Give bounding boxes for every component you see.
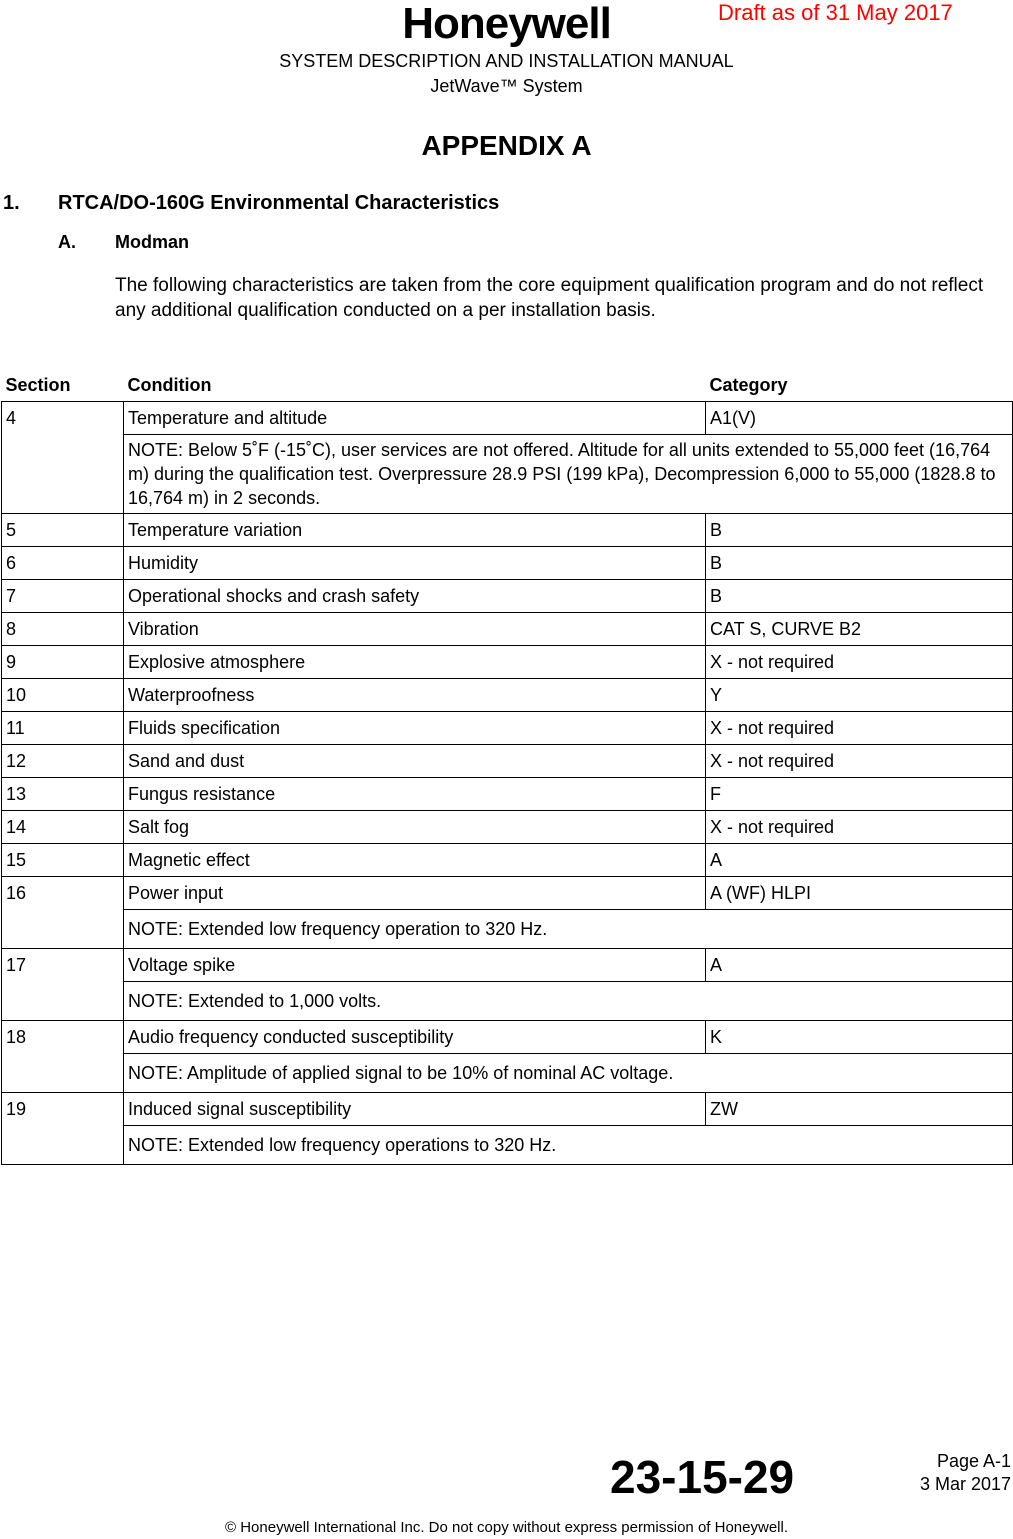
cell-category: CAT S, CURVE B2 <box>706 613 1013 646</box>
chapter-code: 23-15-29 <box>610 1451 795 1503</box>
cell-section: 8 <box>2 613 124 646</box>
manual-title: SYSTEM DESCRIPTION AND INSTALLATION MANUAL <box>279 51 734 71</box>
cell-section: 5 <box>2 514 124 547</box>
page-date: 3 Mar 2017 <box>919 1474 1011 1494</box>
cell-condition: Magnetic effect <box>124 844 706 877</box>
cell-section: 13 <box>2 778 124 811</box>
cell-condition: Fluids specification <box>124 712 706 745</box>
cell-section: 9 <box>2 646 124 679</box>
column-header-condition: Condition <box>124 369 706 402</box>
cell-category: X - not required <box>706 646 1013 679</box>
table-row <box>2 613 1013 646</box>
cell-condition: Temperature variation <box>124 514 706 547</box>
cell-section: 10 <box>2 679 124 712</box>
table-note-row <box>2 435 1013 514</box>
cell-category: A <box>706 949 1013 982</box>
cell-category: X - not required <box>706 712 1013 745</box>
table-row <box>2 1021 1013 1054</box>
cell-category: X - not required <box>706 745 1013 778</box>
copyright-notice: © Honeywell International Inc. Do not copy without express permission of Honeywell. <box>225 1519 788 1536</box>
cell-condition: Humidity <box>124 547 706 580</box>
page-number: Page A-1 <box>936 1451 1011 1471</box>
cell-category: Y <box>706 679 1013 712</box>
column-header-section: Section <box>2 369 124 402</box>
column-header-category: Category <box>706 369 1013 402</box>
appendix-title: APPENDIX A <box>421 130 592 161</box>
cell-section: 19 <box>2 1093 124 1165</box>
cell-note: NOTE: Extended to 1,000 volts. <box>124 982 1013 1021</box>
table-row <box>2 547 1013 580</box>
cell-condition: Voltage spike <box>124 949 706 982</box>
table-header-row <box>2 369 1013 402</box>
cell-category: A (WF) HLPI <box>706 877 1013 910</box>
cell-section: 6 <box>2 547 124 580</box>
cell-section: 17 <box>2 949 124 1021</box>
cell-note: NOTE: Below 5˚F (-15˚C), user services are not offered. Altitude for all units extended to 55,000 feet (16,764 m) during the qualification test. Overpressure 28.9 PSI (199 kPa), Decompression 6,000 to 55,000 (1828.8 to 16,764 m) in 2 seconds. <box>124 435 1013 514</box>
honeywell-logo: Honeywell <box>402 0 611 48</box>
table-row <box>2 402 1013 435</box>
cell-condition: Salt fog <box>124 811 706 844</box>
intro-paragraph: The following characteristics are taken from the core equipment qualification program and do not reflect any additional qualification conducted on a per installation basis. <box>115 275 984 321</box>
cell-condition: Temperature and altitude <box>124 402 706 435</box>
cell-category: X - not required <box>706 811 1013 844</box>
environmental-table <box>1 369 1013 1165</box>
cell-note: NOTE: Extended low frequency operation to 320 Hz. <box>124 910 1013 949</box>
cell-note: NOTE: Extended low frequency operations to 320 Hz. <box>124 1126 1013 1165</box>
cell-condition: Fungus resistance <box>124 778 706 811</box>
table-row <box>2 811 1013 844</box>
cell-category: B <box>706 547 1013 580</box>
table-row <box>2 580 1013 613</box>
cell-section: 15 <box>2 844 124 877</box>
cell-condition: Induced signal susceptibility <box>124 1093 706 1126</box>
table-row <box>2 514 1013 547</box>
section-number: 1. <box>3 192 20 214</box>
cell-note: NOTE: Amplitude of applied signal to be 10% of nominal AC voltage. <box>124 1054 1013 1093</box>
subsection-title: Modman <box>115 232 189 252</box>
cell-condition: Sand and dust <box>124 745 706 778</box>
table-note-row <box>2 1126 1013 1165</box>
cell-condition: Operational shocks and crash safety <box>124 580 706 613</box>
cell-condition: Power input <box>124 877 706 910</box>
cell-section: 18 <box>2 1021 124 1093</box>
table-body <box>2 402 1013 1165</box>
cell-condition: Audio frequency conducted susceptibility <box>124 1021 706 1054</box>
cell-category: K <box>706 1021 1013 1054</box>
draft-watermark: Draft as of 31 May 2017 <box>718 0 953 25</box>
table-note-row <box>2 982 1013 1021</box>
cell-condition: Explosive atmosphere <box>124 646 706 679</box>
cell-category: A <box>706 844 1013 877</box>
cell-section: 12 <box>2 745 124 778</box>
table-row <box>2 949 1013 982</box>
table-row <box>2 745 1013 778</box>
table-row <box>2 712 1013 745</box>
cell-section: 4 <box>2 402 124 514</box>
table-note-row <box>2 910 1013 949</box>
table-row <box>2 844 1013 877</box>
subsection-letter: A. <box>58 232 76 252</box>
section-title: RTCA/DO-160G Environmental Characteristics <box>58 192 500 214</box>
cell-condition: Vibration <box>124 613 706 646</box>
table-note-row <box>2 1054 1013 1093</box>
cell-section: 14 <box>2 811 124 844</box>
system-name: JetWave™ System <box>430 76 583 96</box>
cell-category: B <box>706 514 1013 547</box>
cell-category: B <box>706 580 1013 613</box>
cell-category: A1(V) <box>706 402 1013 435</box>
cell-section: 16 <box>2 877 124 949</box>
cell-category: ZW <box>706 1093 1013 1126</box>
table-row <box>2 1093 1013 1126</box>
table-row <box>2 877 1013 910</box>
cell-category: F <box>706 778 1013 811</box>
table-row <box>2 646 1013 679</box>
cell-section: 7 <box>2 580 124 613</box>
table-row <box>2 679 1013 712</box>
cell-section: 11 <box>2 712 124 745</box>
page-info <box>920 1450 1011 1496</box>
table-row <box>2 778 1013 811</box>
cell-condition: Waterproofness <box>124 679 706 712</box>
